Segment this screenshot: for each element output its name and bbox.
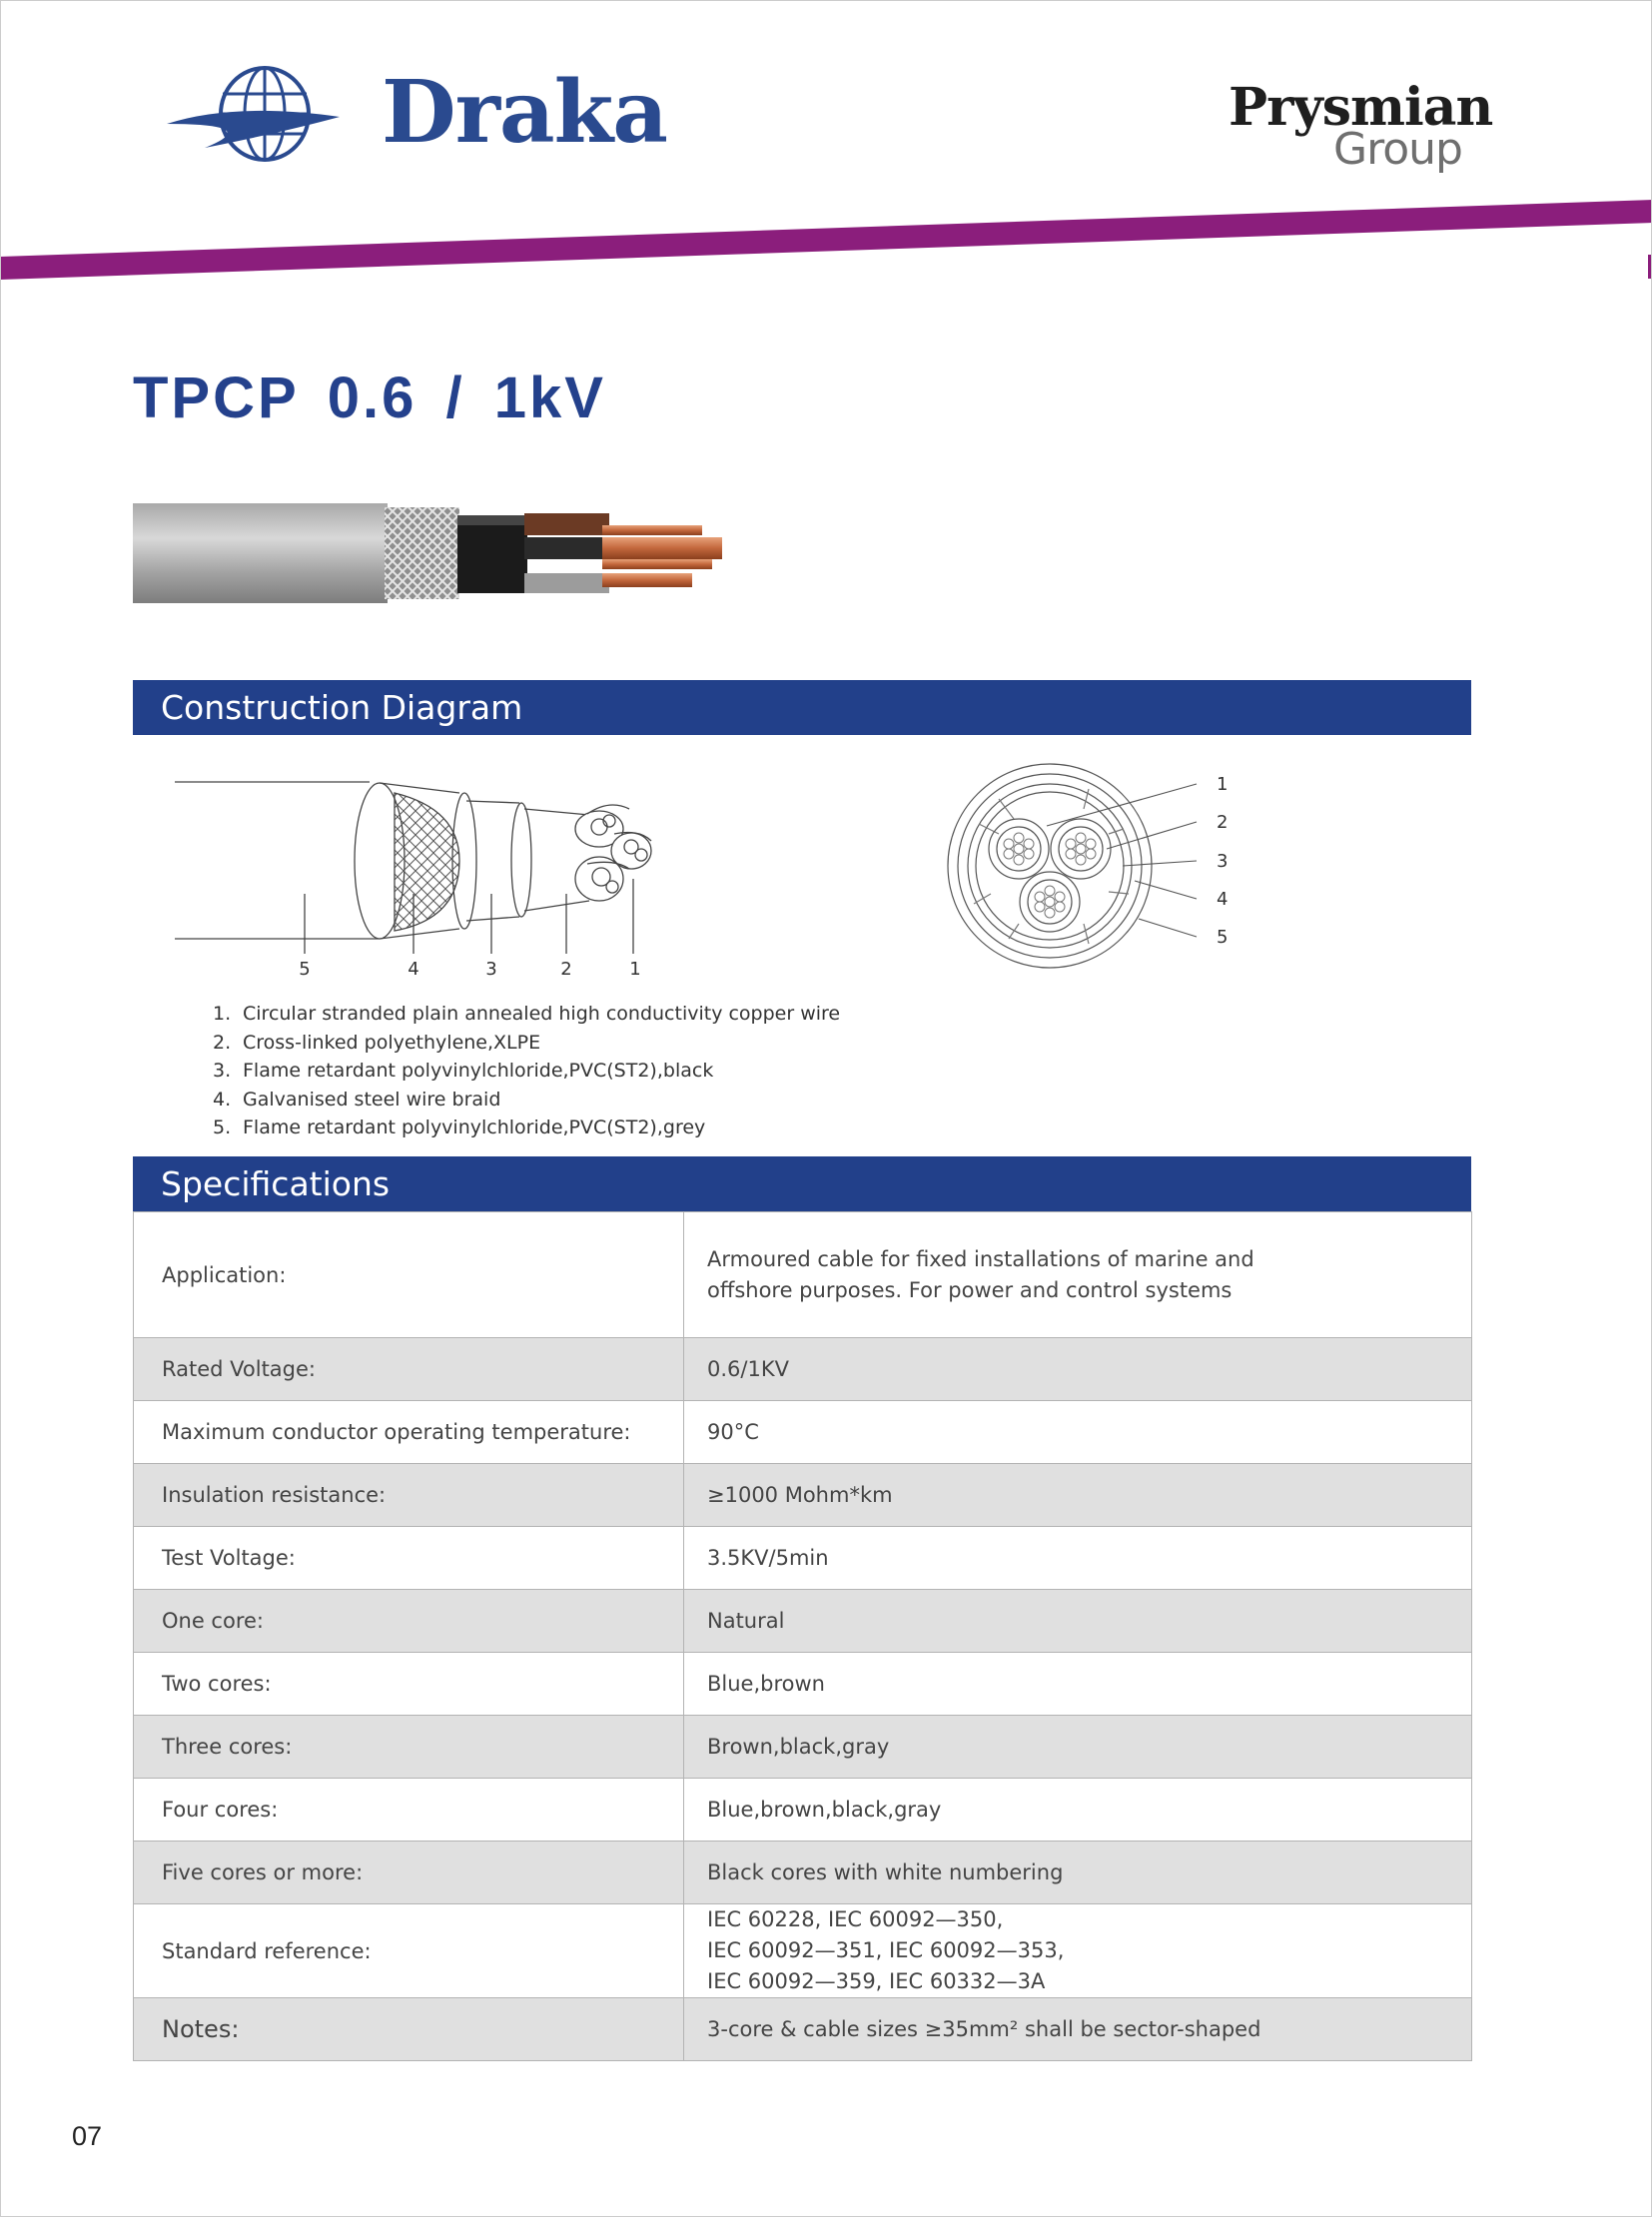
construction-legend	[213, 1000, 840, 1142]
legend-text: Cross-linked polyethylene,XLPE	[243, 1031, 541, 1054]
cross-callout-1: 1	[1217, 774, 1229, 795]
prysmian-wordmark: Prysmian	[1229, 77, 1493, 138]
table-row	[134, 1464, 1472, 1527]
spec-value: IEC 60228, IEC 60092—350, IEC 60092—351, IEC 60092—353, IEC 60092—359, IEC 60332—3A	[684, 1904, 1472, 1998]
spec-key: Test Voltage:	[134, 1527, 684, 1590]
table-row	[134, 1527, 1472, 1590]
cable-cross-section-diagram	[939, 754, 1239, 979]
table-row	[134, 1779, 1472, 1842]
spec-key: Notes:	[134, 1998, 684, 2061]
spec-value: 3.5KV/5min	[684, 1527, 1472, 1590]
spec-key: Maximum conductor operating temperature:	[134, 1401, 684, 1464]
legend-number: 1.	[213, 1003, 232, 1025]
table-row	[134, 1338, 1472, 1401]
legend-item	[213, 1086, 840, 1114]
spec-value: 90°C	[684, 1401, 1472, 1464]
spec-value: Armoured cable for fixed installations of marine and offshore purposes. For power and control systems	[684, 1212, 1472, 1338]
legend-number: 4.	[213, 1088, 232, 1110]
table-row	[134, 1590, 1472, 1653]
table-row	[134, 1904, 1472, 1998]
spec-value: Black cores with white numbering	[684, 1842, 1472, 1904]
spec-key: Standard reference:	[134, 1904, 684, 1998]
legend-item	[213, 1000, 840, 1029]
construction-diagram-header	[133, 680, 1471, 735]
legend-text: Flame retardant polyvinylchloride,PVC(ST2),black	[243, 1060, 714, 1082]
cable-side-diagram	[170, 769, 709, 989]
spec-value: 0.6/1KV	[684, 1338, 1472, 1401]
spec-key: One core:	[134, 1590, 684, 1653]
page-number: 07	[72, 2121, 103, 2151]
side-callout-4: 4	[408, 959, 419, 980]
legend-text: Flame retardant polyvinylchloride,PVC(ST2),grey	[243, 1116, 706, 1138]
spec-value: Natural	[684, 1590, 1472, 1653]
prysmian-logo	[1229, 77, 1493, 192]
spec-key: Two cores:	[134, 1653, 684, 1716]
draka-logo	[165, 62, 667, 172]
spec-key: Application:	[134, 1212, 684, 1338]
spec-value: Blue,brown	[684, 1653, 1472, 1716]
globe-icon	[165, 62, 365, 172]
draka-wordmark: Draka	[382, 62, 667, 163]
legend-number: 2.	[213, 1031, 232, 1054]
spec-key: Four cores:	[134, 1779, 684, 1842]
cross-callout-3: 3	[1217, 851, 1229, 872]
cross-callout-2: 2	[1217, 812, 1229, 833]
spec-value: Blue,brown,black,gray	[684, 1779, 1472, 1842]
table-row	[134, 1998, 1472, 2061]
spec-value: Brown,black,gray	[684, 1716, 1472, 1779]
spec-value: ≥1000 Mohm*km	[684, 1464, 1472, 1527]
table-row	[134, 1842, 1472, 1904]
legend-text: Galvanised steel wire braid	[243, 1088, 501, 1110]
legend-item	[213, 1113, 840, 1142]
table-row	[134, 1653, 1472, 1716]
cross-callout-5: 5	[1217, 927, 1229, 948]
spec-key: Five cores or more:	[134, 1842, 684, 1904]
specifications-title: Specifications	[161, 1164, 391, 1203]
construction-diagram-title: Construction Diagram	[161, 688, 523, 727]
spec-value: 3-core & cable sizes ≥35mm² shall be sector-shaped	[684, 1998, 1472, 2061]
side-callout-3: 3	[485, 959, 497, 980]
legend-item	[213, 1057, 840, 1086]
spec-key: Three cores:	[134, 1716, 684, 1779]
specifications-table	[133, 1211, 1472, 2061]
spec-key: Insulation resistance:	[134, 1464, 684, 1527]
prysmian-group-wordmark: Group	[1333, 124, 1462, 175]
legend-number: 3.	[213, 1060, 232, 1082]
cross-callout-4: 4	[1217, 889, 1229, 910]
table-row	[134, 1401, 1472, 1464]
table-row	[134, 1212, 1472, 1338]
legend-item	[213, 1029, 840, 1058]
legend-text: Circular stranded plain annealed high conductivity copper wire	[243, 1003, 841, 1025]
spec-key: Rated Voltage:	[134, 1338, 684, 1401]
side-callout-1: 1	[629, 959, 641, 980]
specifications-header	[133, 1156, 1471, 1211]
table-row	[134, 1716, 1472, 1779]
cable-photo	[133, 501, 722, 605]
product-title: TPCP 0.6 / 1kV	[133, 366, 606, 430]
header-accent-band	[0, 195, 1652, 285]
side-callout-2: 2	[560, 959, 572, 980]
side-callout-5: 5	[299, 959, 311, 980]
legend-number: 5.	[213, 1116, 232, 1138]
